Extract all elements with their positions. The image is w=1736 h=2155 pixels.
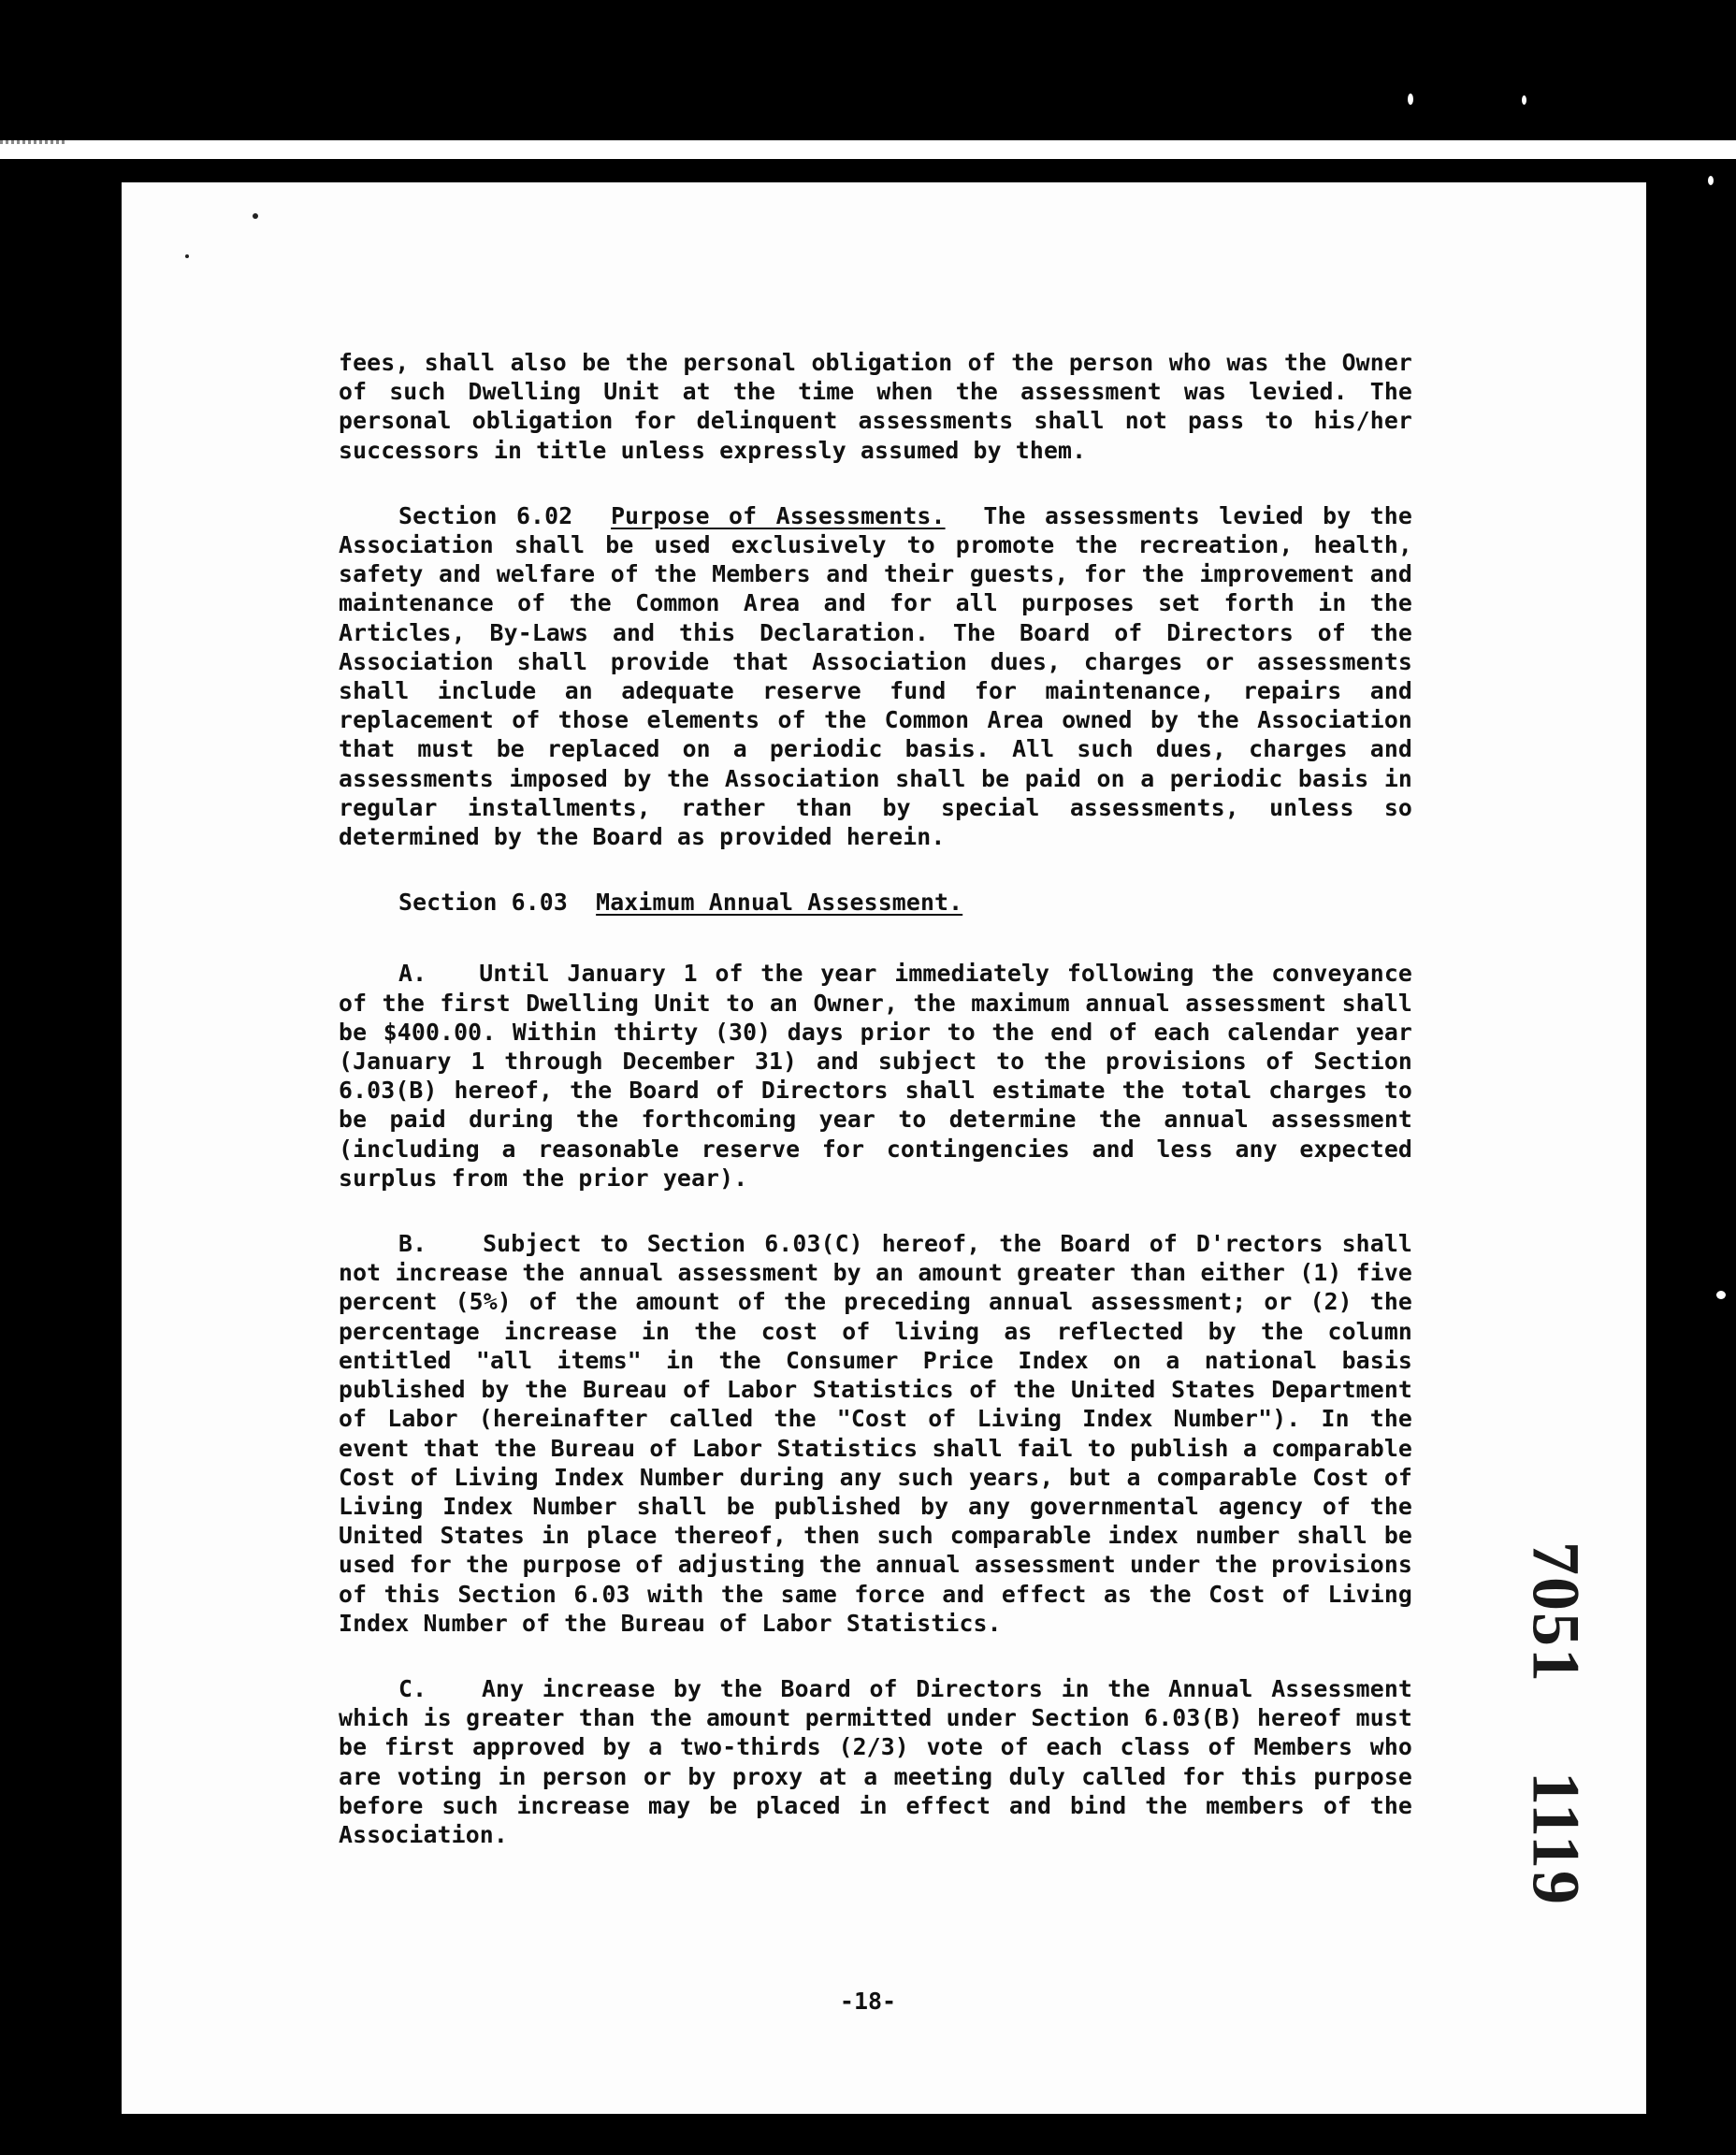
section-title: Purpose of Assessments. <box>611 501 946 529</box>
scan-speck <box>1716 1291 1726 1299</box>
bates-stamp-text: 7051 1119 <box>1518 1540 1594 1907</box>
subsection-label: B. <box>398 1230 427 1258</box>
scan-speck <box>1708 176 1714 185</box>
subsection-label: C. <box>398 1674 427 1702</box>
scan-speck <box>1408 94 1413 105</box>
scan-light-strip <box>0 140 1736 159</box>
subsection-c <box>339 1674 1412 1849</box>
subsection-label: A. <box>398 960 427 988</box>
scan-speck <box>185 254 189 258</box>
bates-stamp <box>1515 1540 1596 1907</box>
paragraph-text: Any increase by the Board of Directors in the Annual Assessment which is greater than the amount permitted under Section 6.03(B) hereof must be first approved by a two-thirds (2/3) vote of each class of Members who are voting in person or by proxy at a meeting duly called for this purpose before such increase may be placed in effect and bind the members of the Association. <box>339 1674 1412 1848</box>
scan-speck <box>1522 95 1526 105</box>
paragraph-text: Until January 1 of the year immediately following the conveyance of the first Dwelling Unit to an Owner, the maximum annual assessment shall be $400.00. Within thirty (30) days prior to the end of each calendar year (January 1 through December 31) and subject to the provisions of Section 6.03(B) hereof, the Board of Directors shall estimate the total charges to be paid during the forthcoming year to determine the annual assessment (including a reasonable reserve for contingencies and less any expected surplus from the prior year). <box>339 960 1412 1192</box>
scan-speck <box>253 213 258 219</box>
paragraph-text: fees, shall also be the personal obligation of the person who was the Owner of such Dwelling Unit at the time when the assessment was levied. The personal obligation for delinquent assessments shall not pass to his/her successors in title unless expressly assumed by them. <box>339 349 1412 464</box>
subsection-b <box>339 1229 1412 1638</box>
section-6-03-heading <box>339 888 1412 917</box>
document-body <box>339 348 1412 1886</box>
section-6-02-paragraph <box>339 501 1412 851</box>
section-title: Maximum Annual Assessment. <box>596 889 963 917</box>
section-number: Section 6.03 <box>398 889 568 917</box>
section-number: Section 6.02 <box>398 501 573 529</box>
scan-strip-dots <box>0 140 65 144</box>
paragraph-text: The assessments levied by the Association shall be used exclusively to promote the recreation, health, safety and welfare of the Members and their guests, for the improvement and maintenance of the Common Area and for all purposes set forth in the Articles, By-Laws and this Declaration. The Board of Directors of the Association shall provide that Association dues, charges or assessments shall include an adequate reserve fund for maintenance, repairs and replacement of those elements of the Common Area owned by the Association that must be replaced on a periodic basis. All such dues, charges and assessments imposed by the Association shall be paid on a periodic basis in regular installments, rather than by special assessments, unless so determined by the Board as provided herein. <box>339 501 1412 851</box>
paragraph-continuation <box>339 348 1412 465</box>
paragraph-text: Subject to Section 6.03(C) hereof, the Board of D'rectors shall not increase the annual assessment by an amount greater than either (1) five percent (5%) of the amount of the preceding annual assessment; or (2) the percentage increase in the cost of living as reflected by the column entitled "all items" in the Consumer Price Index on a national basis published by the Bureau of Labor Statistics of the United States Department of Labor (hereinafter called the "Cost of Living Index Number"). In the event that the Bureau of Labor Statistics shall fail to publish a comparable Cost of Living Index Number during any such years, but a comparable Cost of Living Index Number shall be published by any governmental agency of the United States in place thereof, then such comparable index number shall be used for the purpose of adjusting the annual assessment under the provisions of this Section 6.03 with the same force and effect as the Cost of Living Index Number of the Bureau of Labor Statistics. <box>339 1230 1412 1637</box>
subsection-a <box>339 959 1412 1193</box>
page-number: -18- <box>839 1988 897 2015</box>
scan-dark-border-top <box>0 0 1736 140</box>
